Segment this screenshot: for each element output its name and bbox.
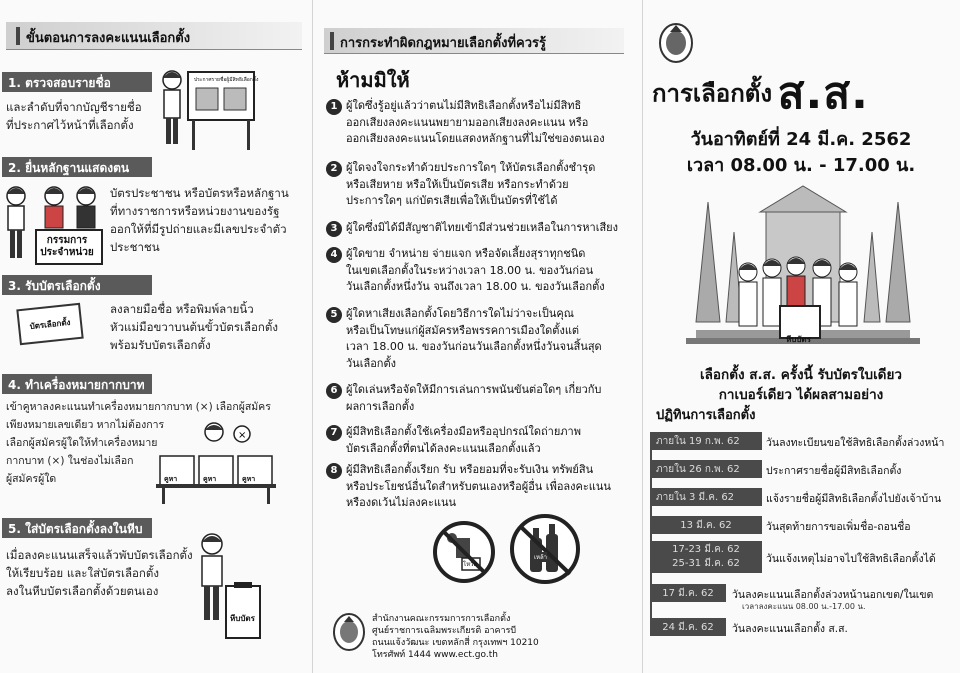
calendar-row bbox=[650, 456, 955, 482]
calendar-row bbox=[650, 484, 955, 510]
rule-line: ออกเสียงลงคะแนนโดยแสดงหลักฐานที่ไม่ใช่ของตนเอง bbox=[346, 132, 605, 145]
rule-text bbox=[346, 246, 626, 296]
calendar-row bbox=[650, 580, 955, 611]
rule-text bbox=[346, 160, 626, 210]
committee-sign-line: ประจำหน่วย bbox=[40, 247, 94, 258]
rule-line: เวลา 18.00 น. ของวันก่อนวันเลือกตั้งหนึ่งวันจนสิ้นสุด bbox=[346, 340, 602, 353]
footer-line: โทรศัพท์ 1444 www.ect.go.th bbox=[372, 650, 498, 660]
step-2-line: บัตรประชาชน หรือบัตรหรือหลักฐาน bbox=[110, 186, 289, 200]
rule-number: 2 bbox=[326, 161, 342, 177]
step-4-line: เพียงหมายเลขเดียว หากไม่ต้องการ bbox=[6, 419, 165, 431]
svg-text:×: × bbox=[238, 430, 247, 441]
step-3-heading: 3. รับบัตรเลือกตั้ง bbox=[2, 275, 152, 295]
rule-line: ผลการเลือกตั้ง bbox=[346, 399, 415, 413]
calendar-date: 13 มี.ค. 62 bbox=[650, 516, 762, 534]
calendar-date: ภายใน 26 ก.พ. 62 bbox=[650, 460, 762, 478]
prohibitions-subtitle: ห้ามมิให้ bbox=[336, 68, 410, 92]
footer-line: ถนนแจ้งวัฒนะ เขตหลักสี่ กรุงเทพฯ 10210 bbox=[372, 638, 539, 648]
calendar-desc: วันลงทะเบียนขอใช้สิทธิเลือกตั้งล่วงหน้า bbox=[766, 437, 945, 449]
rule-text bbox=[346, 98, 626, 148]
promo-line-2: กาเบอร์เดียว ได้ผลสามอย่าง bbox=[718, 387, 884, 403]
step-5-line: ลงในหีบบัตรเลือกตั้งด้วยตนเอง bbox=[6, 584, 159, 598]
rule-number: 3 bbox=[326, 221, 342, 237]
booth-label: คูหา bbox=[164, 475, 178, 483]
step-3-text bbox=[110, 300, 278, 354]
no-alcohol-icon bbox=[508, 512, 582, 586]
step-1-line: ที่ประกาศไว้หน้าที่เลือกตั้ง bbox=[6, 118, 134, 132]
calendar-desc: วันสุดท้ายการขอเพิ่มชื่อ-ถอนชื่อ bbox=[766, 521, 911, 533]
prohibitions-title: การกระทำผิดกฎหมายเลือกตั้งที่ควรรู้ bbox=[340, 36, 546, 51]
calendar-date: ภายใน 3 มี.ค. 62 bbox=[650, 488, 762, 506]
step-2-text bbox=[110, 184, 289, 256]
calendar-date: 17 มี.ค. 62 bbox=[650, 584, 726, 602]
step-5-text bbox=[6, 546, 193, 600]
rule-text bbox=[346, 220, 626, 237]
calendar-date-line: 25-31 มี.ค. 62 bbox=[672, 558, 740, 569]
promo-line-1: เลือกตั้ง ส.ส. ครั้งนี้ รับบัตรใบเดียว bbox=[700, 367, 902, 383]
calendar-date: ภายใน 19 ก.พ. 62 bbox=[650, 432, 762, 450]
calendar-desc: วันลงคะแนนเลือกตั้ง ส.ส. bbox=[732, 623, 848, 635]
rule-line: วันเลือกตั้ง bbox=[346, 356, 396, 370]
step-3-line: ลงลายมือชื่อ หรือพิมพ์ลายนิ้ว bbox=[110, 302, 254, 316]
notice-board-label: ประกาศรายชื่อผู้มีสิทธิเลือกตั้ง bbox=[194, 77, 259, 83]
rule-line: ผู้มีสิทธิเลือกตั้งใช้เครื่องมือหรืออุปกรณ์ใดถ่ายภาพ bbox=[346, 425, 581, 438]
step-5-line: ให้เรียบร้อย และใส่บัตรเลือกตั้ง bbox=[6, 566, 159, 580]
rule-line: หรือเป็นโทษแก่ผู้สมัครหรือพรรคการเมืองใดตั้งแต่ bbox=[346, 323, 580, 337]
calendar-desc: วันแจ้งเหตุไม่อาจไปใช้สิทธิเลือกตั้งได้ bbox=[766, 553, 936, 565]
calendar-date bbox=[650, 541, 762, 573]
step-2-heading: 2. ยื่นหลักฐานแสดงตน bbox=[2, 157, 152, 177]
calendar-row bbox=[650, 614, 955, 640]
rule-line: ผู้ใดขาย จำหน่าย จ่ายแจก หรือจัดเลี้ยงสุราทุกชนิด bbox=[346, 247, 586, 260]
prohibitions-header bbox=[324, 28, 624, 54]
step-1-text bbox=[6, 98, 142, 134]
title-small: การเลือกตั้ง bbox=[652, 79, 773, 108]
rule-line: ผู้ใดเล่นหรือจัดให้มีการเล่นการพนันขันต่อใดๆ เกี่ยวกับ bbox=[346, 383, 602, 396]
voting-booth-illustration bbox=[156, 420, 276, 506]
rule-number: 1 bbox=[326, 99, 342, 115]
step-4-line: กากบาท (×) ในช่องไม่เลือก bbox=[6, 455, 134, 467]
calendar-row bbox=[650, 428, 955, 454]
rule-line: ประการใดๆ แก่บัตรเสียเพื่อให้เป็นบัตรที่ใช้ได้ bbox=[346, 194, 558, 207]
booth-label: คูหา bbox=[203, 475, 217, 483]
democracy-monument-illustration bbox=[676, 182, 930, 352]
rule-line: ผู้มีสิทธิเลือกตั้งเรียก รับ หรือยอมที่จะรับเงิน ทรัพย์สิน bbox=[346, 463, 594, 476]
rule-line: บัตรเลือกตั้งที่ตนได้ลงคะแนนเลือกตั้งแล้ว bbox=[346, 441, 541, 455]
rule-line: หรืองดเว้นไม่ลงคะแนน bbox=[346, 496, 457, 509]
rule-line: หรือเสียหาย หรือให้เป็นบัตรเสีย หรือกระทำด้วย bbox=[346, 177, 569, 191]
calendar-desc: ประกาศรายชื่อผู้มีสิทธิเลือกตั้ง bbox=[766, 465, 902, 477]
rule-line: ผู้ใดซึ่งรู้อยู่แล้วว่าตนไม่มีสิทธิเลือกตั้งหรือไม่มีสิทธิ bbox=[346, 99, 582, 112]
step-3-line: พร้อมรับบัตรเลือกตั้ง bbox=[110, 338, 211, 352]
calendar-title: ปฏิทินการเลือกตั้ง bbox=[656, 408, 756, 423]
election-time: เวลา 08.00 น. - 17.00 น. bbox=[686, 155, 916, 176]
calendar-date-line: 17-23 มี.ค. 62 bbox=[672, 544, 740, 555]
rule-line: ผู้ใดหาเสียงเลือกตั้งโดยวิธีการใดไม่ว่าจะเป็นคุณ bbox=[346, 307, 574, 320]
calendar-row bbox=[650, 512, 955, 538]
rule-text bbox=[346, 382, 626, 415]
footer-line: ศูนย์ราชการเฉลิมพระเกียรติ อาคารบี bbox=[372, 626, 517, 636]
steps-title: ขั้นตอนการลงคะแนนเลือกตั้ง bbox=[26, 31, 191, 46]
election-date: วันอาทิตย์ที่ 24 มี.ค. 2562 bbox=[690, 129, 912, 150]
header-bar bbox=[16, 27, 20, 45]
step-2-line: ประชาชน bbox=[110, 240, 160, 254]
header-bar bbox=[330, 32, 334, 50]
committee-sign bbox=[38, 235, 96, 259]
calendar-note: เวลาลงคะแนน 08.00 น.-17.00 น. bbox=[742, 602, 866, 611]
prohibitions-panel bbox=[312, 0, 642, 673]
step-4-line: เลือกผู้สมัครผู้ใดให้ทำเครื่องหมาย bbox=[6, 437, 158, 449]
rule-line: วันเลือกตั้งหนึ่งวัน จนถึงเวลา 18.00 น. ของวันเลือกตั้ง bbox=[346, 280, 605, 293]
calendar-desc: วันลงคะแนนเลือกตั้งล่วงหน้านอกเขต/ในเขต bbox=[732, 589, 934, 601]
step-1-line: และลำดับที่จากบัญชีรายชื่อ bbox=[6, 100, 142, 114]
step-1-heading: 1. ตรวจสอบรายชื่อ bbox=[2, 72, 152, 92]
ect-logo-icon bbox=[332, 612, 366, 652]
rule-line: ผู้ใดซึ่งมิได้มีสัญชาติไทยเข้ามีส่วนช่วยเหลือในการหาเสียง bbox=[346, 221, 618, 234]
steps-header bbox=[6, 22, 302, 50]
rule-line: ผู้ใดจงใจกระทำด้วยประการใดๆ ให้บัตรเลือกตั้งชำรุด bbox=[346, 161, 596, 174]
rule-text bbox=[346, 462, 626, 512]
rule-number: 7 bbox=[326, 425, 342, 441]
rule-number: 5 bbox=[326, 307, 342, 323]
rule-line: ในเขตเลือกตั้งในระหว่างเวลา 18.00 น. ของวันก่อน bbox=[346, 263, 594, 277]
step-4-line: เข้าคูหาลงคะแนนทำเครื่องหมายกากบาท (×) เลือกผู้สมัคร bbox=[6, 401, 271, 413]
steps-panel bbox=[0, 0, 312, 673]
rule-number: 6 bbox=[326, 383, 342, 399]
rule-line: หรือประโยชน์อื่นใดสำหรับตนเองหรือผู้อื่น เพื่อลงคะแนน bbox=[346, 479, 611, 493]
footer-address bbox=[372, 613, 632, 661]
footer-line: สำนักงานคณะกรรมการการเลือกตั้ง bbox=[372, 614, 511, 624]
cover-panel bbox=[642, 0, 960, 673]
rule-number: 8 bbox=[326, 463, 342, 479]
rule-line: ออกเสียงลงคะแนนพยายามออกเสียงลงคะแนน หรือ bbox=[346, 115, 589, 129]
ballot-box-label: หีบบัตร bbox=[786, 335, 811, 344]
no-vote-buying-icon bbox=[432, 520, 496, 584]
committee-sign-line: กรรมการ bbox=[46, 235, 88, 246]
rule-text bbox=[346, 424, 626, 457]
election-title bbox=[652, 58, 952, 128]
ballot-box-label: หีบบัตร bbox=[230, 614, 255, 623]
money-label: โหวต bbox=[463, 561, 478, 568]
step-4-heading: 4. ทำเครื่องหมายกากบาท bbox=[2, 374, 152, 394]
step-2-line: ที่ทางราชการหรือหน่วยงานของรัฐ bbox=[110, 204, 280, 218]
bottle-label: เหล้า bbox=[534, 554, 548, 561]
ballot-card: บัตรเลือกตั้ง bbox=[16, 303, 83, 345]
rule-number: 4 bbox=[326, 247, 342, 263]
step-5-line: เมื่อลงคะแนนเสร็จแล้วพับบัตรเลือกตั้ง bbox=[6, 548, 193, 562]
step-2-line: ออกให้ที่มีรูปถ่ายและมีเลขประจำตัว bbox=[110, 222, 287, 236]
rule-text bbox=[346, 306, 626, 372]
title-big: ส.ส. bbox=[777, 68, 869, 119]
booth-label: คูหา bbox=[242, 475, 256, 483]
calendar-row bbox=[650, 544, 955, 570]
calendar-desc: แจ้งรายชื่อผู้มีสิทธิเลือกตั้งไปยังเจ้าบ้าน bbox=[766, 493, 942, 505]
step-4-line: ผู้สมัครผู้ใด bbox=[6, 473, 57, 485]
step-5-heading: 5. ใส่บัตรเลือกตั้งลงในหีบ bbox=[2, 518, 152, 538]
calendar-date: 24 มี.ค. 62 bbox=[650, 618, 726, 636]
step-3-line: หัวแม่มือขวาบนต้นขั้วบัตรเลือกตั้ง bbox=[110, 320, 278, 334]
